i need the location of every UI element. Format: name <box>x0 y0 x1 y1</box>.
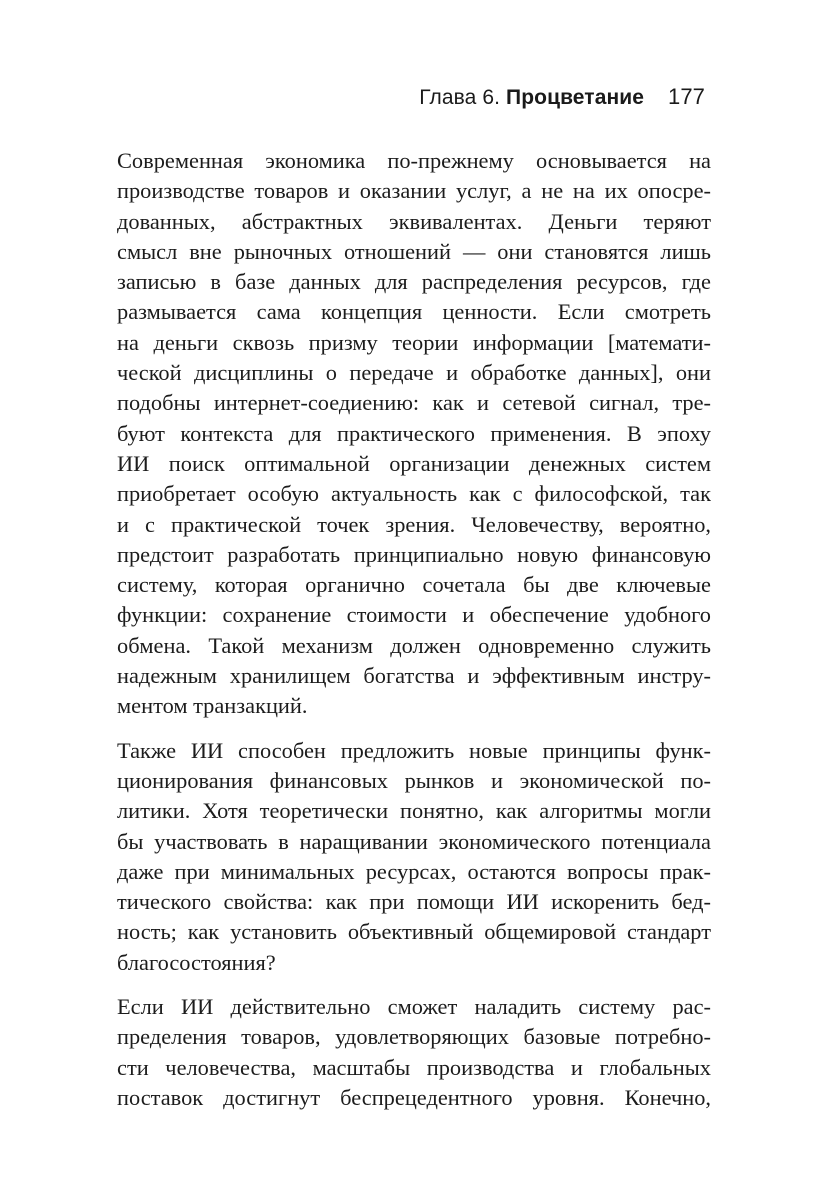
running-header <box>419 84 705 110</box>
paragraph <box>117 146 711 722</box>
text-line: приобретает особую актуальность как с философской, так <box>117 481 711 507</box>
text-line: ность; как установить объективный общемировой стандарт <box>117 919 711 945</box>
text-line: предстоит разработать принципиально новую финансовую <box>117 541 711 567</box>
text-line: на деньги сквозь призму теории информации [математи- <box>117 329 711 355</box>
text-line: ческой дисциплины о передаче и обработке данных], они <box>117 360 711 386</box>
text-line: дованных, абстрактных эквивалентах. Деньги теряют <box>117 208 711 234</box>
text-line: размывается сама концепция ценности. Если смотреть <box>117 299 711 325</box>
text-line: подобны интернет-соедиению: как и сетевой сигнал, тре- <box>117 390 711 416</box>
text-line: ментом транзакций. <box>117 693 308 719</box>
text-line: систему, которая органично сочетала бы две ключевые <box>117 572 711 598</box>
paragraph <box>117 736 711 978</box>
text-line: бы участвовать в наращивании экономического потенциала <box>117 828 711 854</box>
text-line: поставок достигнут беспрецедентного уровня. Конечно, <box>117 1084 711 1110</box>
text-line: и с практической точек зрения. Человечеству, вероятно, <box>117 511 711 537</box>
text-line: Современная экономика по-прежнему основывается на <box>117 148 711 173</box>
text-line: функции: сохранение стоимости и обеспечение удобного <box>117 602 711 628</box>
text-line: буют контекста для практического применения. В эпоху <box>117 420 711 446</box>
text-line: Также ИИ способен предложить новые принципы функ- <box>117 737 711 763</box>
text-line: даже при минимальных ресурсах, остаются вопросы прак- <box>117 858 711 884</box>
text-line: благосостояния? <box>117 949 276 975</box>
chapter-label: Глава 6. <box>419 86 501 109</box>
page-number: 177 <box>667 84 705 109</box>
text-line: ционирования финансовых рынков и экономической по- <box>117 767 711 793</box>
paragraph <box>117 992 711 1113</box>
text-line: производстве товаров и оказании услуг, а не на их опосре- <box>117 178 711 204</box>
chapter-title: Процветание <box>506 86 645 109</box>
text-line: обмена. Такой механизм должен одновременно служить <box>117 632 711 658</box>
text-line: тического свойства: как при помощи ИИ искоренить бед- <box>117 889 711 915</box>
text-line: Если ИИ действительно сможет наладить систему рас- <box>117 994 711 1020</box>
text-line: сти человечества, масштабы производства и глобальных <box>117 1054 711 1080</box>
body-text <box>117 146 711 1113</box>
text-line: смысл вне рыночных отношений — они становятся лишь <box>117 238 711 264</box>
text-line: пределения товаров, удовлетворяющих базовые потребно- <box>117 1024 711 1050</box>
text-line: записью в базе данных для распределения ресурсов, где <box>117 269 711 295</box>
text-line: литики. Хотя теоретически понятно, как алгоритмы могли <box>117 798 711 824</box>
text-line: ИИ поиск оптимальной организации денежных систем <box>117 450 711 476</box>
text-line: надежным хранилищем богатства и эффективным инстру- <box>117 663 711 689</box>
